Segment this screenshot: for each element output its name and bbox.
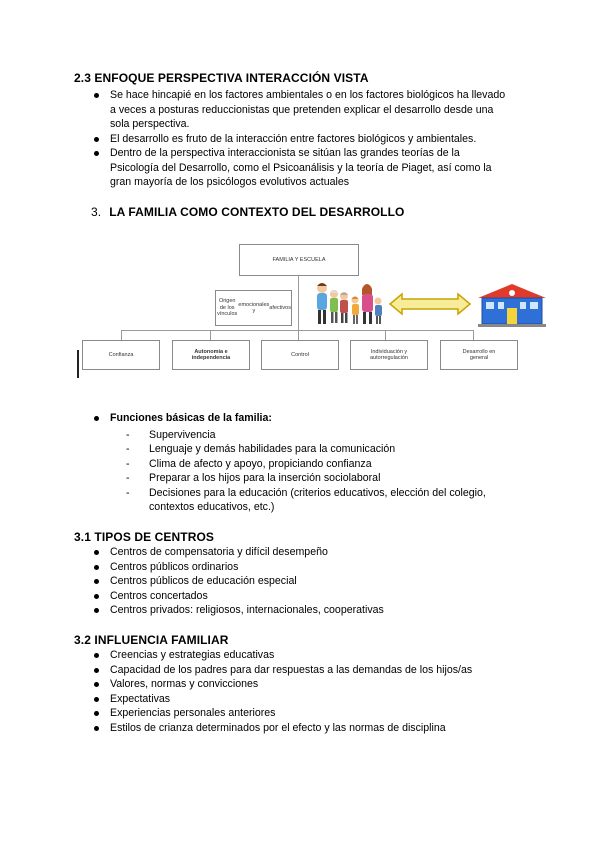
text-line: Supervivencia [149,428,216,441]
diagram-box-label [370,349,408,362]
diagram-top-box-label: FAMILIA Y ESCUELA [272,256,326,263]
heading-3-1: 3.1 TIPOS DE CENTROS [74,530,215,544]
school-building-icon [476,282,548,328]
diagram-box-autonomia [172,340,250,370]
text-line: Control [291,351,309,358]
diagram-box-individuacion [350,340,428,370]
text-line: Preparar a los hijos para la inserción sociolaboral [149,472,381,484]
function-item [110,471,531,486]
text-line: Individuación y [370,348,408,355]
diagram-edge-mark [77,350,79,378]
function-item [110,486,531,515]
text-line: Clima de afecto y apoyo, propiciando confianza [149,457,372,470]
text-line: sola perspectiva. [110,118,190,130]
diagram-box-label [192,349,231,362]
text-line: general [469,355,489,361]
text-line: contextos educativos, etc.) [149,501,275,513]
function-item [110,428,531,443]
list-item [91,146,531,190]
text-line: Psicología del Desarrollo, como el Psicoanálisis y la teoría de Piaget, así como la [110,161,492,174]
text-line: Autonomía e [194,348,228,355]
diagram-connector [121,330,473,331]
functions-title-item [91,411,531,515]
text-line: independencia [191,355,231,361]
list-item: Experiencias personales anteriores [91,706,551,721]
heading-2-3: 2.3 ENFOQUE PERSPECTIVA INTERACCIÓN VISTA [74,71,369,85]
heading-3-title: LA FAMILIA COMO CONTEXTO DEL DESARROLLO [109,205,405,219]
list-item: Creencias y estrategias educativas [91,648,551,663]
text-line: gran mayoría de los psicólogos evolutivos actuales [110,176,350,188]
list-item: Expectativas [91,692,551,707]
list-item: Valores, normas y convicciones [91,677,551,692]
heading-3 [91,205,404,219]
list-item: Centros públicos de educación especial [91,574,531,589]
function-item [110,457,531,472]
functions-title: Funciones básicas de la familia: [110,412,272,424]
list-2-3 [91,88,531,190]
functions-sublist [110,428,531,515]
list-item [91,132,531,147]
diagram-box-confianza [82,340,160,370]
text-line: Decisiones para la educación (criterios educativos, elección del colegio, [149,486,486,499]
list-3-1 [91,545,531,618]
diagram-box-control [261,340,339,370]
text-line: El desarrollo es fruto de la interacción entre factores biológicos y ambientales. [110,132,477,145]
text-line: Dentro de la perspectiva interaccionista se sitúan las grandes teorías de la [110,147,460,159]
double-arrow-icon [388,292,472,316]
heading-3-number: 3. [91,205,102,219]
text-line: Origen de los vínculos [217,298,238,318]
list-item: Centros privados: religiosos, internacionales, cooperativas [91,603,531,618]
diagram-connector [121,330,122,340]
diagram-connector [473,330,474,340]
function-item [110,442,531,457]
list-item [91,88,531,132]
diagram-connector [385,330,386,340]
diagram-box-desarrollo [440,340,518,370]
text-line: Se hace hincapié en los factores ambientales o en los factores biológicos ha llevado [110,89,506,101]
text-line: Confianza [108,351,134,358]
diagram-connector [298,275,299,330]
list-item: Centros públicos ordinarios [91,560,531,575]
functions-list [91,411,531,515]
text-line: a veces a posturas reduccionistas que pretenden explicar el desarrollo desde una [110,103,494,116]
family-illustration-icon [312,279,384,329]
list-item: Estilos de crianza determinados por el efecto y las normas de disciplina [91,721,551,736]
diagram-origin-box [215,290,292,326]
text-line: Desarrollo en [462,348,496,355]
text-line: emocionales y [238,301,270,314]
text-line: autorregulación [370,355,408,361]
heading-3-2: 3.2 INFLUENCIA FAMILIAR [74,633,229,647]
double-arrow-shape [390,294,470,314]
diagram-box-label [291,352,309,359]
list-item: Centros de compensatoria y difícil desempeño [91,545,531,560]
diagram-box-label [109,352,134,359]
list-3-2 [91,648,551,735]
diagram-box-label [463,349,496,362]
list-item: Capacidad de los padres para dar respuestas a las demandas de los hijos/as [91,663,551,678]
text-line: afectivos [269,304,291,311]
diagram-top-box [239,244,359,276]
list-item: Centros concertados [91,589,531,604]
diagram-connector [298,330,299,340]
text-line: Lenguaje y demás habilidades para la comunicación [149,443,396,455]
diagram-connector [210,330,211,340]
